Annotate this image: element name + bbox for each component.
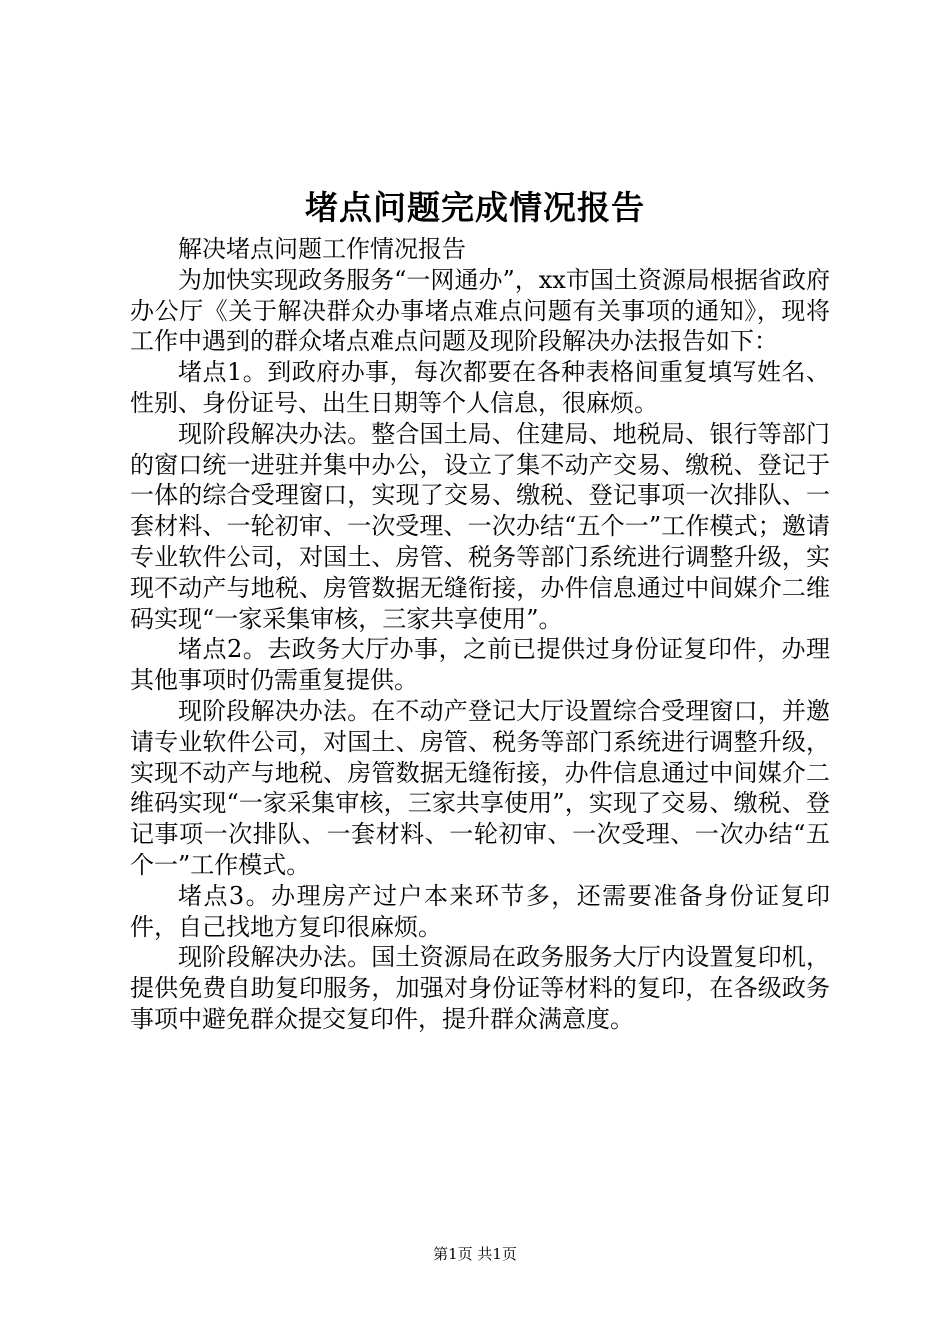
paragraph-issue-3: 堵点3。办理房产过户本来环节多，还需要准备身份证复印件，自己找地方复印很麻烦。 [130, 881, 830, 941]
paragraph-issue-1: 堵点1。到政府办事，每次都要在各种表格间重复填写姓名、性别、身份证号、出生日期等个人信息，很麻烦。 [130, 358, 830, 417]
paragraph-solution-1: 现阶段解决办法。整合国土局、住建局、地税局、银行等部门的窗口统一进驻并集中办公，设立了集不动产交易、缴税、登记于一体的综合受理窗口，实现了交易、缴税、登记事项一次排队、一套材料、一轮初审、一次受理、一次办结“五个一”工作模式；邀请专业软件公司，对国土、房管、税务等部门系统进行调整升级，实现不动产与地税、房管数据无缝衔接，办件信息通过中间媒介二维码实现“一家采集审核，三家共享使用”。 [130, 419, 830, 633]
paragraph-solution-3: 现阶段解决办法。国土资源局在政务服务大厅内设置复印机，提供免费自助复印服务，加强对身份证等材料的复印，在各级政务事项中避免群众提交复印件，提升群众满意度。 [130, 943, 830, 1033]
page-number-footer: 第1页 共1页 [433, 1245, 517, 1263]
paragraph-intro: 为加快实现政务服务“一网通办”，xx市国土资源局根据省政府办公厅《关于解决群众办事堵点难点问题有关事项的通知》，现将工作中遇到的群众堵点难点问题及现阶段解决办法报告如下： [130, 265, 830, 356]
document-body [130, 234, 830, 1035]
paragraph-issue-2: 堵点2。去政务大厅办事，之前已提供过身份证复印件，办理其他事项时仍需重复提供。 [130, 635, 830, 695]
paragraph-subtitle: 解决堵点问题工作情况报告 [178, 235, 466, 263]
document-title: 堵点问题完成情况报告 [305, 188, 645, 227]
paragraph-solution-2: 现阶段解决办法。在不动产登记大厅设置综合受理窗口，并邀请专业软件公司，对国土、房管、税务等部门系统进行调整升级，实现不动产与地税、房管数据无缝衔接，办件信息通过中间媒介二维码实现“一家采集审核，三家共享使用”，实现了交易、缴税、登记事项一次排队、一套材料、一轮初审、一次受理、一次办结“五个一”工作模式。 [130, 696, 830, 879]
